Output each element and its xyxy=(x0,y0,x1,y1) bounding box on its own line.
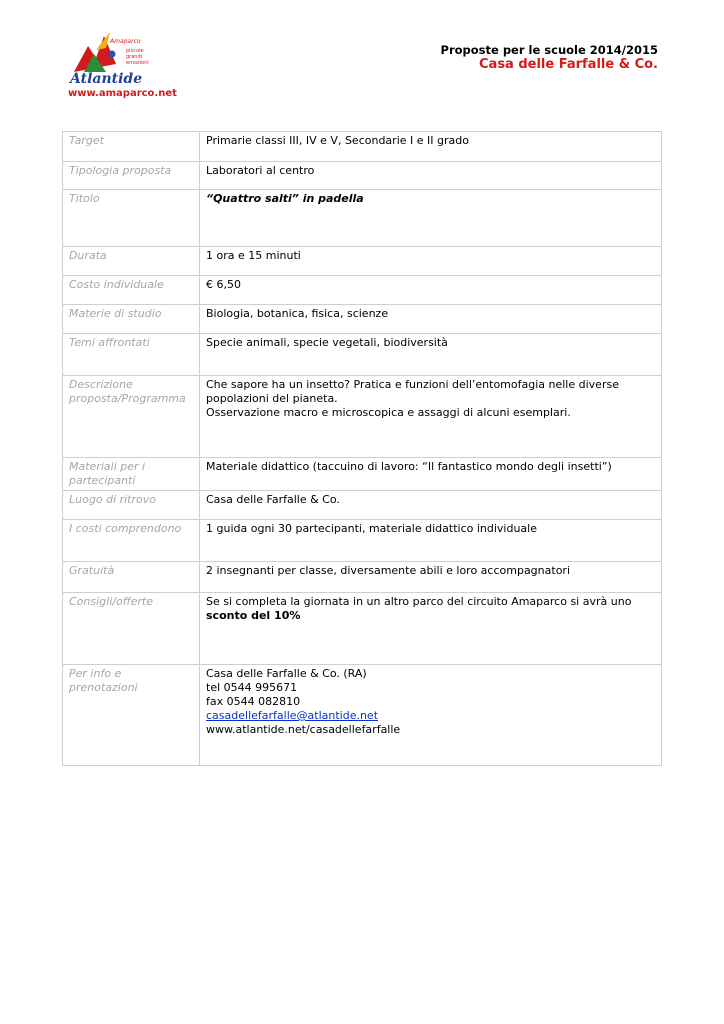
consigli-text: Se si completa la giornata in un altro parco del circuito Amaparco si avrà uno xyxy=(206,595,632,608)
row-titolo xyxy=(63,190,662,247)
header-line-1: Proposte per le scuole 2014/2015 xyxy=(440,43,658,57)
info-web: www.atlantide.net/casadellefarfalle xyxy=(206,723,401,736)
svg-text:piccole: piccole xyxy=(126,48,144,54)
label-titolo: Titolo xyxy=(63,190,200,247)
header-line-2: Casa delle Farfalle & Co. xyxy=(479,57,658,72)
label-materie: Materie di studio xyxy=(63,305,200,334)
svg-text:emozioni: emozioni xyxy=(126,60,149,66)
descrizione-line-2: Osservazione macro e microscopica e assaggi di alcuni esemplari. xyxy=(206,406,571,419)
descrizione-line-1: Che sapore ha un insetto? Pratica e funzioni dell’entomofagia nelle diverse popolazioni del pianeta. xyxy=(206,378,619,405)
row-costo xyxy=(63,276,662,305)
row-luogo xyxy=(63,491,662,520)
value-temi: Specie animali, specie vegetali, biodiversità xyxy=(200,334,662,376)
row-info xyxy=(63,665,662,766)
label-costo: Costo individuale xyxy=(63,276,200,305)
value-titolo: “Quattro salti” in padella xyxy=(200,190,662,247)
value-tipologia: Laboratori al centro xyxy=(200,162,662,190)
value-materiali: Materiale didattico (taccuino di lavoro: “Il fantastico mondo degli insetti”) xyxy=(200,458,662,491)
value-descrizione xyxy=(200,376,662,458)
row-durata xyxy=(63,247,662,276)
info-fax: fax 0544 082810 xyxy=(206,695,301,708)
label-costi-comprendono: I costi comprendono xyxy=(63,520,200,562)
label-info: Per info e prenotazioni xyxy=(63,665,200,766)
value-info xyxy=(200,665,662,766)
row-consigli xyxy=(63,593,662,665)
label-luogo: Luogo di ritrovo xyxy=(63,491,200,520)
svg-text:Atlantide: Atlantide xyxy=(70,71,143,86)
label-consigli: Consigli/offerte xyxy=(63,593,200,665)
row-materie xyxy=(63,305,662,334)
label-durata: Durata xyxy=(63,247,200,276)
label-gratuita: Gratuità xyxy=(63,562,200,593)
row-costi-comprendono xyxy=(63,520,662,562)
atlantide-logo-icon xyxy=(66,28,162,86)
row-materiali xyxy=(63,458,662,491)
document-header xyxy=(441,43,658,73)
label-target: Target xyxy=(63,132,200,162)
label-materiali: Materiali per i partecipanti xyxy=(63,458,200,491)
value-costo: € 6,50 xyxy=(200,276,662,305)
info-line-1: Casa delle Farfalle & Co. (RA) xyxy=(206,667,367,680)
site-url[interactable]: www.amaparco.net xyxy=(68,88,177,99)
consigli-discount: sconto del 10% xyxy=(206,609,301,622)
value-costi-comprendono: 1 guida ogni 30 partecipanti, materiale didattico individuale xyxy=(200,520,662,562)
svg-text:Amaparco: Amaparco xyxy=(110,38,141,45)
row-descrizione xyxy=(63,376,662,458)
value-materie: Biologia, botanica, fisica, scienze xyxy=(200,305,662,334)
row-gratuita xyxy=(63,562,662,593)
info-email-link[interactable]: casadellefarfalle@atlantide.net xyxy=(206,709,379,722)
row-target xyxy=(63,132,662,162)
info-tel: tel 0544 995671 xyxy=(206,681,298,694)
value-consigli xyxy=(200,593,662,665)
row-temi xyxy=(63,334,662,376)
svg-text:grandi: grandi xyxy=(126,54,143,60)
row-tipologia xyxy=(63,162,662,190)
value-luogo: Casa delle Farfalle & Co. xyxy=(200,491,662,520)
info-table xyxy=(62,131,662,766)
value-target: Primarie classi III, IV e V, Secondarie I e II grado xyxy=(200,132,662,162)
value-durata: 1 ora e 15 minuti xyxy=(200,247,662,276)
label-descrizione: Descrizione proposta/Programma xyxy=(63,376,200,458)
label-temi: Temi affrontati xyxy=(63,334,200,376)
value-gratuita: 2 insegnanti per classe, diversamente abili e loro accompagnatori xyxy=(200,562,662,593)
label-tipologia: Tipologia proposta xyxy=(63,162,200,190)
